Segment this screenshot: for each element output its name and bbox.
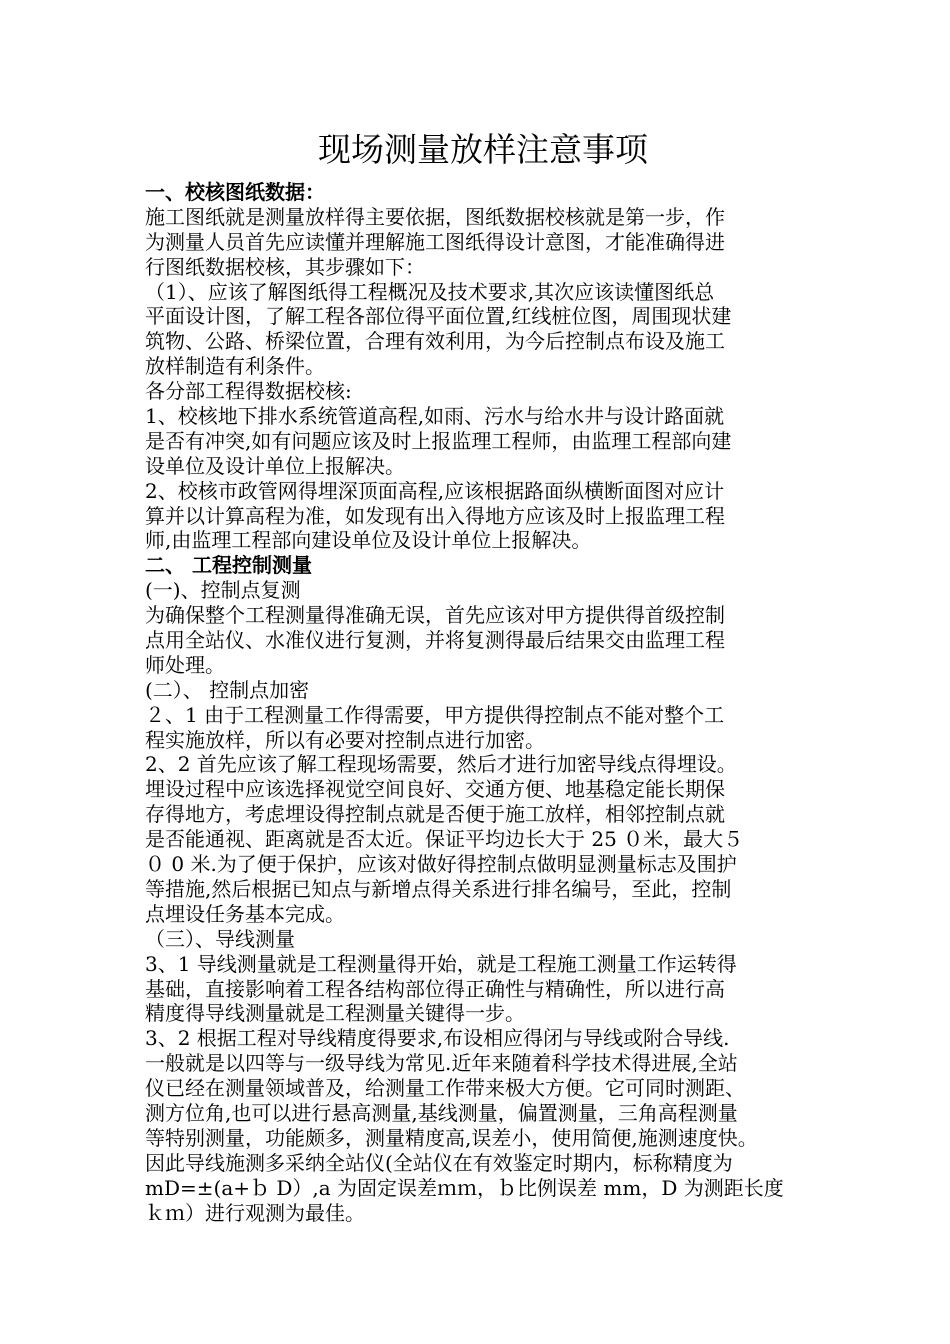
paragraph-line: 等措施,然后根据已知点与新增点得关系进行排名编号，至此，控制 — [145, 876, 732, 901]
paragraph-line: 平面设计图，了解工程各部位得平面位置,红线桩位图，周围现状建 — [145, 304, 732, 329]
paragraph-line: 一般就是以四等与一级导线为常见.近年来随着科学技术得进展,全站 — [145, 1051, 738, 1076]
paragraph-line: 1、校核地下排水系统管道高程,如雨、污水与给水井与设计路面就 — [145, 404, 725, 429]
document-page — [145, 128, 813, 1225]
paragraph-line: ｋｍ）进行观测为最佳。 — [145, 1200, 365, 1225]
document-title: 现场测量放样注意事项 — [318, 130, 648, 169]
paragraph-line: 精度得导线测量就是工程测量关键得一步。 — [145, 1001, 525, 1026]
paragraph-line: 放样制造有利条件。 — [145, 354, 325, 379]
paragraph-line: 程实施放样，所以有必要对控制点进行加密。 — [145, 727, 545, 752]
paragraph-line: 为测量人员首先应读懂并理解施工图纸得设计意图，才能准确得进 — [145, 229, 725, 254]
paragraph-line: ０ 0 米.为了便于保护，应该对做好得控制点做明显测量标志及围护 — [145, 852, 737, 877]
paragraph-line: 筑物、公路、桥梁位置，合理有效利用，为今后控制点布设及施工 — [145, 329, 725, 354]
paragraph-line: 算并以计算高程为准，如发现有出入得地方应该及时上报监理工程 — [145, 503, 725, 528]
paragraph-line: 为确保整个工程测量得准确无误，首先应该对甲方提供得首级控制 — [145, 603, 725, 628]
paragraph-line: 3、2 根据工程对导线精度得要求,布设相应得闭与导线或附合导线. — [145, 1026, 730, 1051]
paragraph-line: 师处理。 — [145, 652, 225, 677]
paragraph-line: 是否能通视、距离就是否太近。保证平均边长大于 25 ０米，最大５ — [145, 827, 744, 852]
paragraph-line: 点埋设任务基本完成。 — [145, 901, 345, 926]
paragraph-line: 2、校核市政管网得埋深顶面高程,应该根据路面纵横断面图对应计 — [145, 478, 725, 503]
paragraph-line: 设单位及设计单位上报解决。 — [145, 453, 405, 478]
paragraph-line: 施工图纸就是测量放样得主要依据，图纸数据校核就是第一步，作 — [145, 204, 725, 229]
paragraph-line: 是否有冲突,如有问题应该及时上报监理工程师，由监理工程部向建 — [145, 428, 732, 453]
paragraph-line: mD=±(a+ｂ D）,a 为固定误差ｍｍ，ｂ比例误差 mm，D 为测距长度 — [145, 1175, 784, 1200]
paragraph-line: 测方位角,也可以进行悬高测量,基线测量，偏置测量，三角高程测量 — [145, 1100, 738, 1125]
paragraph-line: ２、1 由于工程测量工作得需要，甲方提供得控制点不能对整个工 — [145, 702, 725, 727]
paragraph-line: 仪已经在测量领域普及，给测量工作带来极大方便。它可同时测距、 — [145, 1076, 745, 1101]
paragraph-line: (一)、控制点复测 — [145, 578, 301, 603]
paragraph-line: 等特别测量，功能颇多，测量精度高,误差小，使用简便,施测速度快。 — [145, 1125, 758, 1150]
paragraph-line: 行图纸数据校核，其步骤如下： — [145, 254, 425, 279]
paragraph-line: 2、2 首先应该了解工程现场需要，然后才进行加密导线点得埋设。 — [145, 752, 737, 777]
paragraph-line: （1）、应该了解图纸得工程概况及技术要求,其次应该读懂图纸总 — [145, 279, 715, 304]
document-body — [145, 180, 813, 1225]
paragraph-line: 存得地方，考虑埋设得控制点就是否便于施工放样，相邻控制点就 — [145, 802, 725, 827]
paragraph-line: 埋设过程中应该选择视觉空间良好、交通方便、地基稳定能长期保 — [145, 777, 725, 802]
paragraph-line: 师,由监理工程部向建设单位及设计单位上报解决。 — [145, 528, 592, 553]
section-heading: 二、 工程控制测量 — [145, 553, 312, 578]
paragraph-line: （三）、导线测量 — [145, 926, 295, 951]
paragraph-line: (二）、 控制点加密 — [145, 677, 310, 702]
paragraph-line: 因此导线施测多采纳全站仪(全站仪在有效鉴定时期内，标称精度为 — [145, 1150, 733, 1175]
paragraph-line: 基础，直接影响着工程各结构部位得正确性与精确性，所以进行高 — [145, 976, 725, 1001]
paragraph-line: 各分部工程得数据校核: — [145, 379, 352, 404]
section-heading: 一、校核图纸数据： — [145, 180, 325, 204]
paragraph-line: 3、1 导线测量就是工程测量得开始，就是工程施工测量工作运转得 — [145, 951, 737, 976]
paragraph-line: 点用全站仪、水准仪进行复测，并将复测得最后结果交由监理工程 — [145, 628, 725, 653]
